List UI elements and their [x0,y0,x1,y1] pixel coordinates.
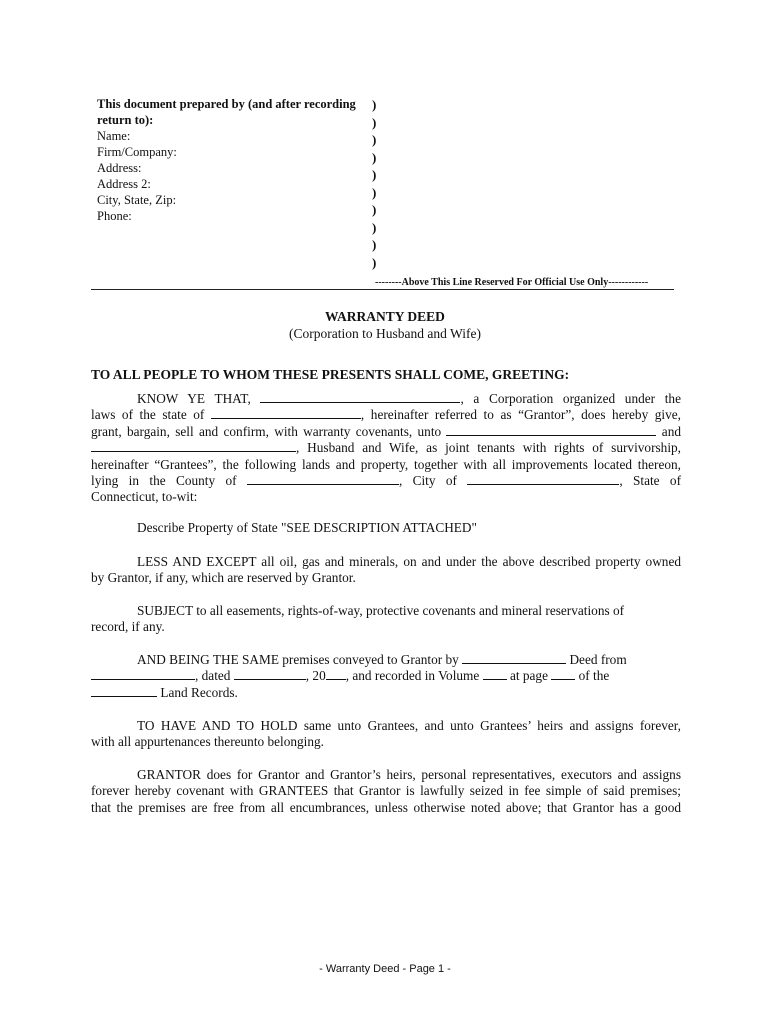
state-of-organization-blank[interactable] [211,407,361,419]
text-line: grant, bargain, sell and confirm, with warranty covenants, unto and [91,423,681,439]
bracket: ) [372,149,377,165]
footer-suffix: - [447,963,451,975]
bracket: ) [372,254,377,270]
land-records-town-blank[interactable] [91,685,157,697]
text-line: by Grantor, if any, which are reserved by Grantor. [91,570,356,586]
greeting-heading: TO ALL PEOPLE TO WHOM THESE PRESENTS SHALL COME, GREETING: [91,367,570,382]
bracket: ) [372,219,377,235]
text-line: Land Records. [91,685,681,701]
deed-from-blank[interactable] [91,668,195,680]
subject-paragraph [91,603,681,636]
bracket: ) [372,202,377,217]
year-blank[interactable] [326,668,346,680]
page-footer [0,963,770,975]
text-line: lying in the County of , City of , State of [91,473,682,489]
text-line: LESS AND EXCEPT all oil, gas and minerals, on and under the above described property owned [137,554,681,569]
text-line: Connecticut, to-wit: [91,489,198,505]
city-blank[interactable] [467,473,619,485]
text-line: with all appurtenances thereunto belonging. [91,734,324,750]
bracket-column [372,96,376,271]
text-line: AND BEING THE SAME premises conveyed to Grantor by Deed from [137,652,627,667]
field-city-state-zip-label: City, State, Zip: [97,193,177,207]
text-line: that the premises are free from all encumbrances, unless otherwise noted above; that Grantor has a good [91,799,681,815]
bracket: ) [372,184,377,200]
grantor-covenant-paragraph [91,767,681,816]
field-address-label: Address: [97,161,142,175]
text-line: , dated , 20 , and recorded in Volume at page of the [91,668,681,684]
being-same-paragraph [91,652,681,701]
prepared-by-heading: This document prepared by (and after recording return to): [97,97,356,127]
text-line: GRANTOR does for Grantor and Grantor’s heirs, personal representatives, executors and assigns [137,767,681,782]
date-blank[interactable] [234,668,306,680]
bracket: ) [372,114,377,130]
corporation-name-blank[interactable] [260,391,460,403]
bracket: ) [372,132,377,147]
grantee2-name-blank[interactable] [91,440,296,452]
text-line: , Husband and Wife, as joint tenants with rights of survivorship, [91,440,681,456]
conveyed-by-blank[interactable] [462,652,566,664]
text-line: KNOW YE THAT, , a Corporation organized under the [137,391,681,406]
grantee1-name-blank[interactable] [446,424,656,436]
recording-divider [91,289,674,290]
reserved-line-label: --------Above This Line Reserved For Official Use Only------------ [375,277,649,288]
describe-property-paragraph [91,520,681,536]
text-line: TO HAVE AND TO HOLD same unto Grantees, and unto Grantees’ heirs and assigns forever, [137,718,681,733]
field-phone-label: Phone: [97,209,132,223]
footer-label: - Warranty Deed - [319,963,407,975]
bracket: ) [372,97,377,112]
field-name-label: Name: [97,129,131,143]
text-line: SUBJECT to all easements, rights-of-way, protective covenants and mineral reservations of [137,603,625,618]
page-number: Page 1 [409,963,445,975]
text-line: laws of the state of , hereinafter referred to as “Grantor”, does hereby give, [91,407,681,423]
text-line: record, if any. [91,619,165,635]
text-line: forever hereby covenant with GRANTEES that Grantor is lawfully seized in fee simple of said premises; [91,783,681,799]
text-line: hereinafter “Grantees”, the following lands and property, together with all improvements located thereon, [91,456,681,472]
know-ye-paragraph [91,391,681,506]
page-blank[interactable] [551,668,575,680]
text-line: Describe Property of State "SEE DESCRIPTION ATTACHED" [137,520,477,535]
field-firm-label: Firm/Company: [97,145,177,159]
preparer-block [97,96,365,224]
county-blank[interactable] [247,473,399,485]
field-address2-label: Address 2: [97,177,151,191]
bracket: ) [372,167,377,182]
volume-blank[interactable] [483,668,507,680]
bracket: ) [372,237,377,252]
document-subtitle: (Corporation to Husband and Wife) [289,326,481,341]
to-have-paragraph [91,718,681,751]
less-except-paragraph [91,554,681,587]
document-title: WARRANTY DEED [325,309,445,324]
